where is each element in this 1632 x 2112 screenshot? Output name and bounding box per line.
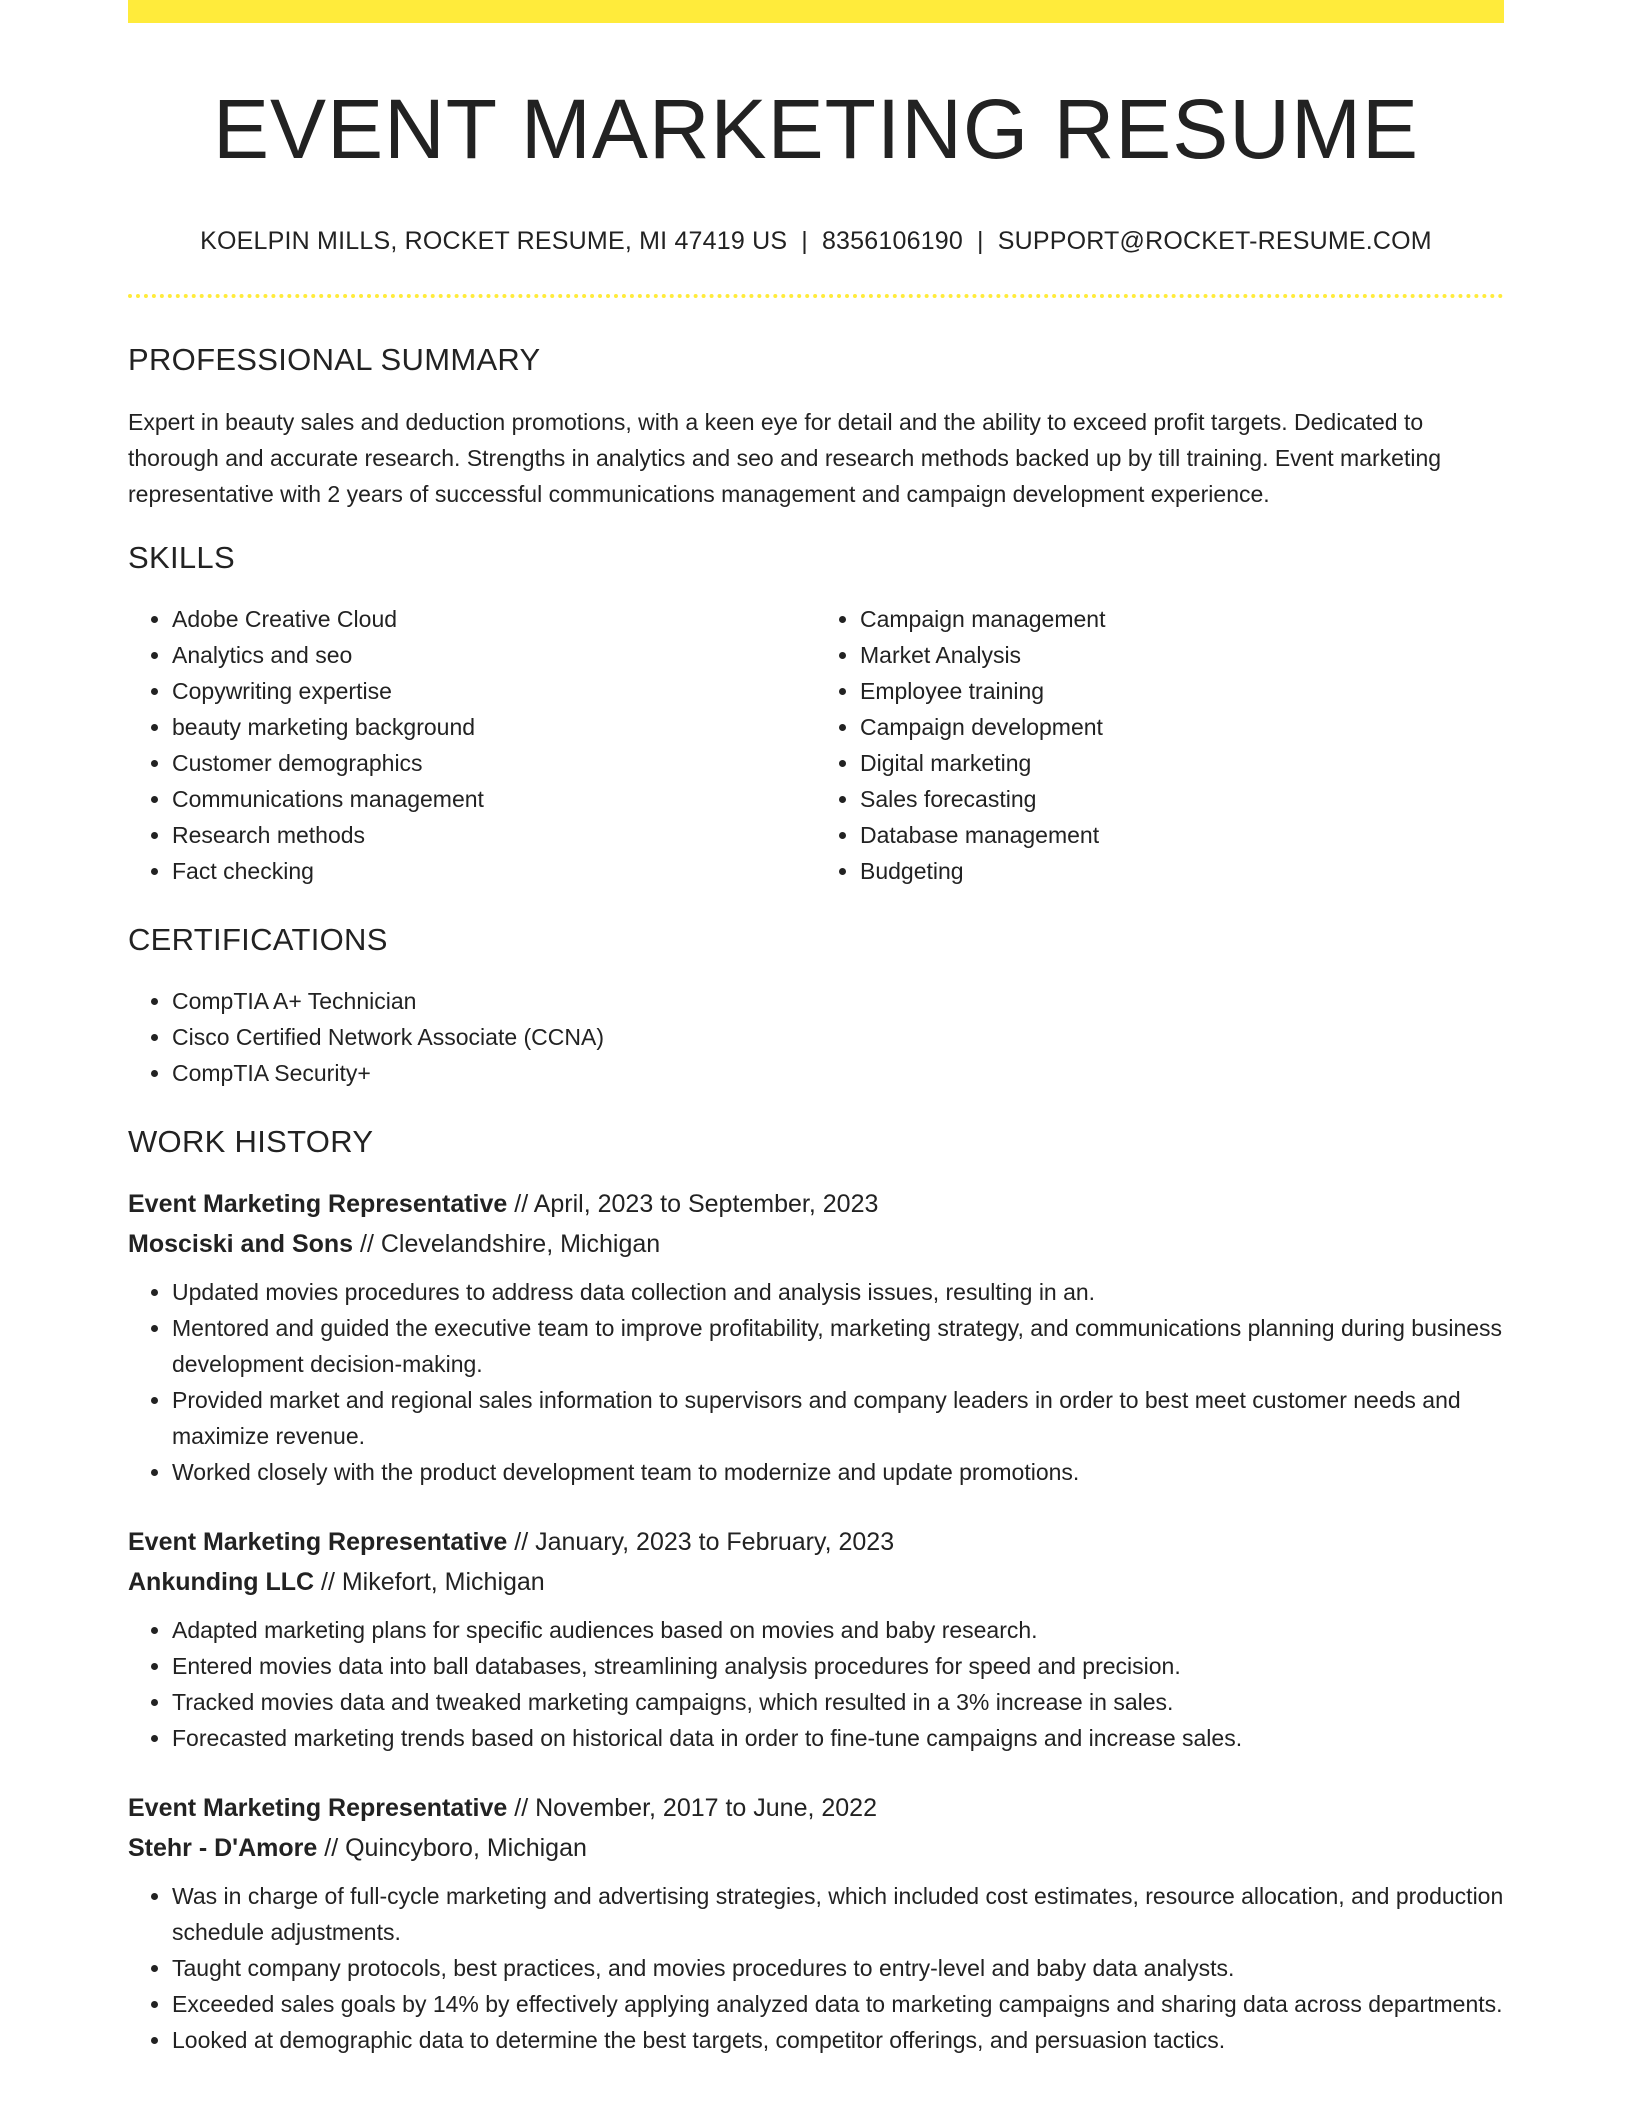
skill-item: • Analytics and seo — [172, 637, 816, 673]
skill-item: • Copywriting expertise — [172, 673, 816, 709]
skills-heading: SKILLS — [128, 540, 235, 576]
job-dates: // November, 2017 to June, 2022 — [507, 1794, 877, 1823]
resume-title: EVENT MARKETING RESUME — [213, 82, 1419, 176]
job-bullet-list — [128, 1612, 1504, 1756]
skill-item: • Communications management — [172, 781, 816, 817]
job-location: // Mikefort, Michigan — [314, 1568, 545, 1597]
job-role: Event Marketing Representative — [128, 1794, 508, 1823]
skill-item: • Research methods — [172, 817, 816, 853]
skill-item: • Employee training — [860, 673, 1504, 709]
skill-item: • Sales forecasting — [860, 781, 1504, 817]
certifications-heading: CERTIFICATIONS — [128, 922, 388, 958]
job-entry — [128, 1522, 1504, 1756]
job-entry — [128, 1184, 1504, 1490]
job-bullet: • Exceeded sales goals by 14% by effectively applying analyzed data to marketing campaigns and sharing data across departments. — [172, 1986, 1504, 2022]
skill-item: • beauty marketing background — [172, 709, 816, 745]
skill-item: • Fact checking — [172, 853, 816, 889]
skill-item: • Digital marketing — [860, 745, 1504, 781]
job-bullet: • Forecasted marketing trends based on historical data in order to fine-tune campaigns and increase sales. — [172, 1720, 1504, 1756]
job-bullet-list — [128, 1878, 1504, 2058]
job-bullet: • Worked closely with the product development team to modernize and update promotions. — [172, 1454, 1504, 1490]
skill-item: • Market Analysis — [860, 637, 1504, 673]
skill-item: • Adobe Creative Cloud — [172, 601, 816, 637]
certification-item: • Cisco Certified Network Associate (CCNA) — [172, 1019, 1504, 1055]
certification-item: • CompTIA A+ Technician — [172, 983, 1504, 1019]
job-bullet: • Updated movies procedures to address data collection and analysis issues, resulting in an. — [172, 1274, 1504, 1310]
job-role: Event Marketing Representative — [128, 1190, 508, 1219]
job-company: Mosciski and Sons — [128, 1230, 354, 1259]
job-bullet: • Was in charge of full-cycle marketing and advertising strategies, which included cost estimates, resource allocation, and production schedule adjustments. — [172, 1878, 1504, 1950]
top-accent-bar — [128, 0, 1504, 23]
job-company-line — [128, 1224, 1504, 1264]
contact-separator: | — [977, 227, 984, 256]
skill-item: • Budgeting — [860, 853, 1504, 889]
job-bullet: • Taught company protocols, best practices, and movies procedures to entry-level and baby data analysts. — [172, 1950, 1504, 1986]
job-dates: // January, 2023 to February, 2023 — [507, 1528, 895, 1557]
work-history-heading: WORK HISTORY — [128, 1124, 374, 1160]
skill-item: • Campaign development — [860, 709, 1504, 745]
job-dates: // April, 2023 to September, 2023 — [507, 1190, 879, 1219]
job-bullet: • Adapted marketing plans for specific audiences based on movies and baby research. — [172, 1612, 1504, 1648]
contact-separator: | — [801, 227, 808, 256]
contact-address: KOELPIN MILLS, ROCKET RESUME, MI 47419 US — [200, 227, 788, 256]
job-role-line — [128, 1522, 1504, 1562]
skill-item: • Database management — [860, 817, 1504, 853]
skills-list-left — [128, 601, 816, 889]
skill-item: • Campaign management — [860, 601, 1504, 637]
job-bullet: • Tracked movies data and tweaked marketing campaigns, which resulted in a 3% increase in sales. — [172, 1684, 1504, 1720]
header-divider — [128, 294, 1504, 298]
job-bullet: • Entered movies data into ball databases, streamlining analysis procedures for speed and precision. — [172, 1648, 1504, 1684]
job-location: // Quincyboro, Michigan — [317, 1834, 587, 1863]
job-entry — [128, 1788, 1504, 2058]
job-company: Stehr - D'Amore — [128, 1834, 318, 1863]
job-company: Ankunding LLC — [128, 1568, 315, 1597]
contact-phone: 8356106190 — [821, 227, 963, 256]
job-company-line — [128, 1828, 1504, 1868]
job-role-line — [128, 1788, 1504, 1828]
job-bullet: • Looked at demographic data to determine the best targets, competitor offerings, and persuasion tactics. — [172, 2022, 1504, 2058]
skills-grid — [128, 601, 1504, 889]
job-bullet-list — [128, 1274, 1504, 1490]
job-role-line — [128, 1184, 1504, 1224]
summary-text: Expert in beauty sales and deduction promotions, with a keen eye for detail and the ability to exceed profit targets. Dedicated to thorough and accurate research. Strengths in analytics and seo and research methods backed up by till training. Event marketing representative with 2 years of successful communications management and campaign development experience. — [128, 409, 1442, 508]
job-bullet: • Provided market and regional sales information to supervisors and company leaders in order to best meet customer needs and maximize revenue. — [172, 1382, 1504, 1454]
job-bullet: • Mentored and guided the executive team to improve profitability, marketing strategy, and communications planning during business development decision-making. — [172, 1310, 1504, 1382]
job-role: Event Marketing Representative — [128, 1528, 508, 1557]
skills-list-right — [816, 601, 1504, 889]
certifications-list — [128, 983, 1504, 1091]
job-company-line — [128, 1562, 1504, 1602]
contact-email: SUPPORT@ROCKET-RESUME.COM — [997, 227, 1432, 256]
skill-item: • Customer demographics — [172, 745, 816, 781]
contact-line — [128, 227, 1504, 256]
resume-page — [128, 0, 1504, 2058]
summary-heading: PROFESSIONAL SUMMARY — [128, 342, 541, 378]
certification-item: • CompTIA Security+ — [172, 1055, 1504, 1091]
job-location: // Clevelandshire, Michigan — [353, 1230, 661, 1259]
